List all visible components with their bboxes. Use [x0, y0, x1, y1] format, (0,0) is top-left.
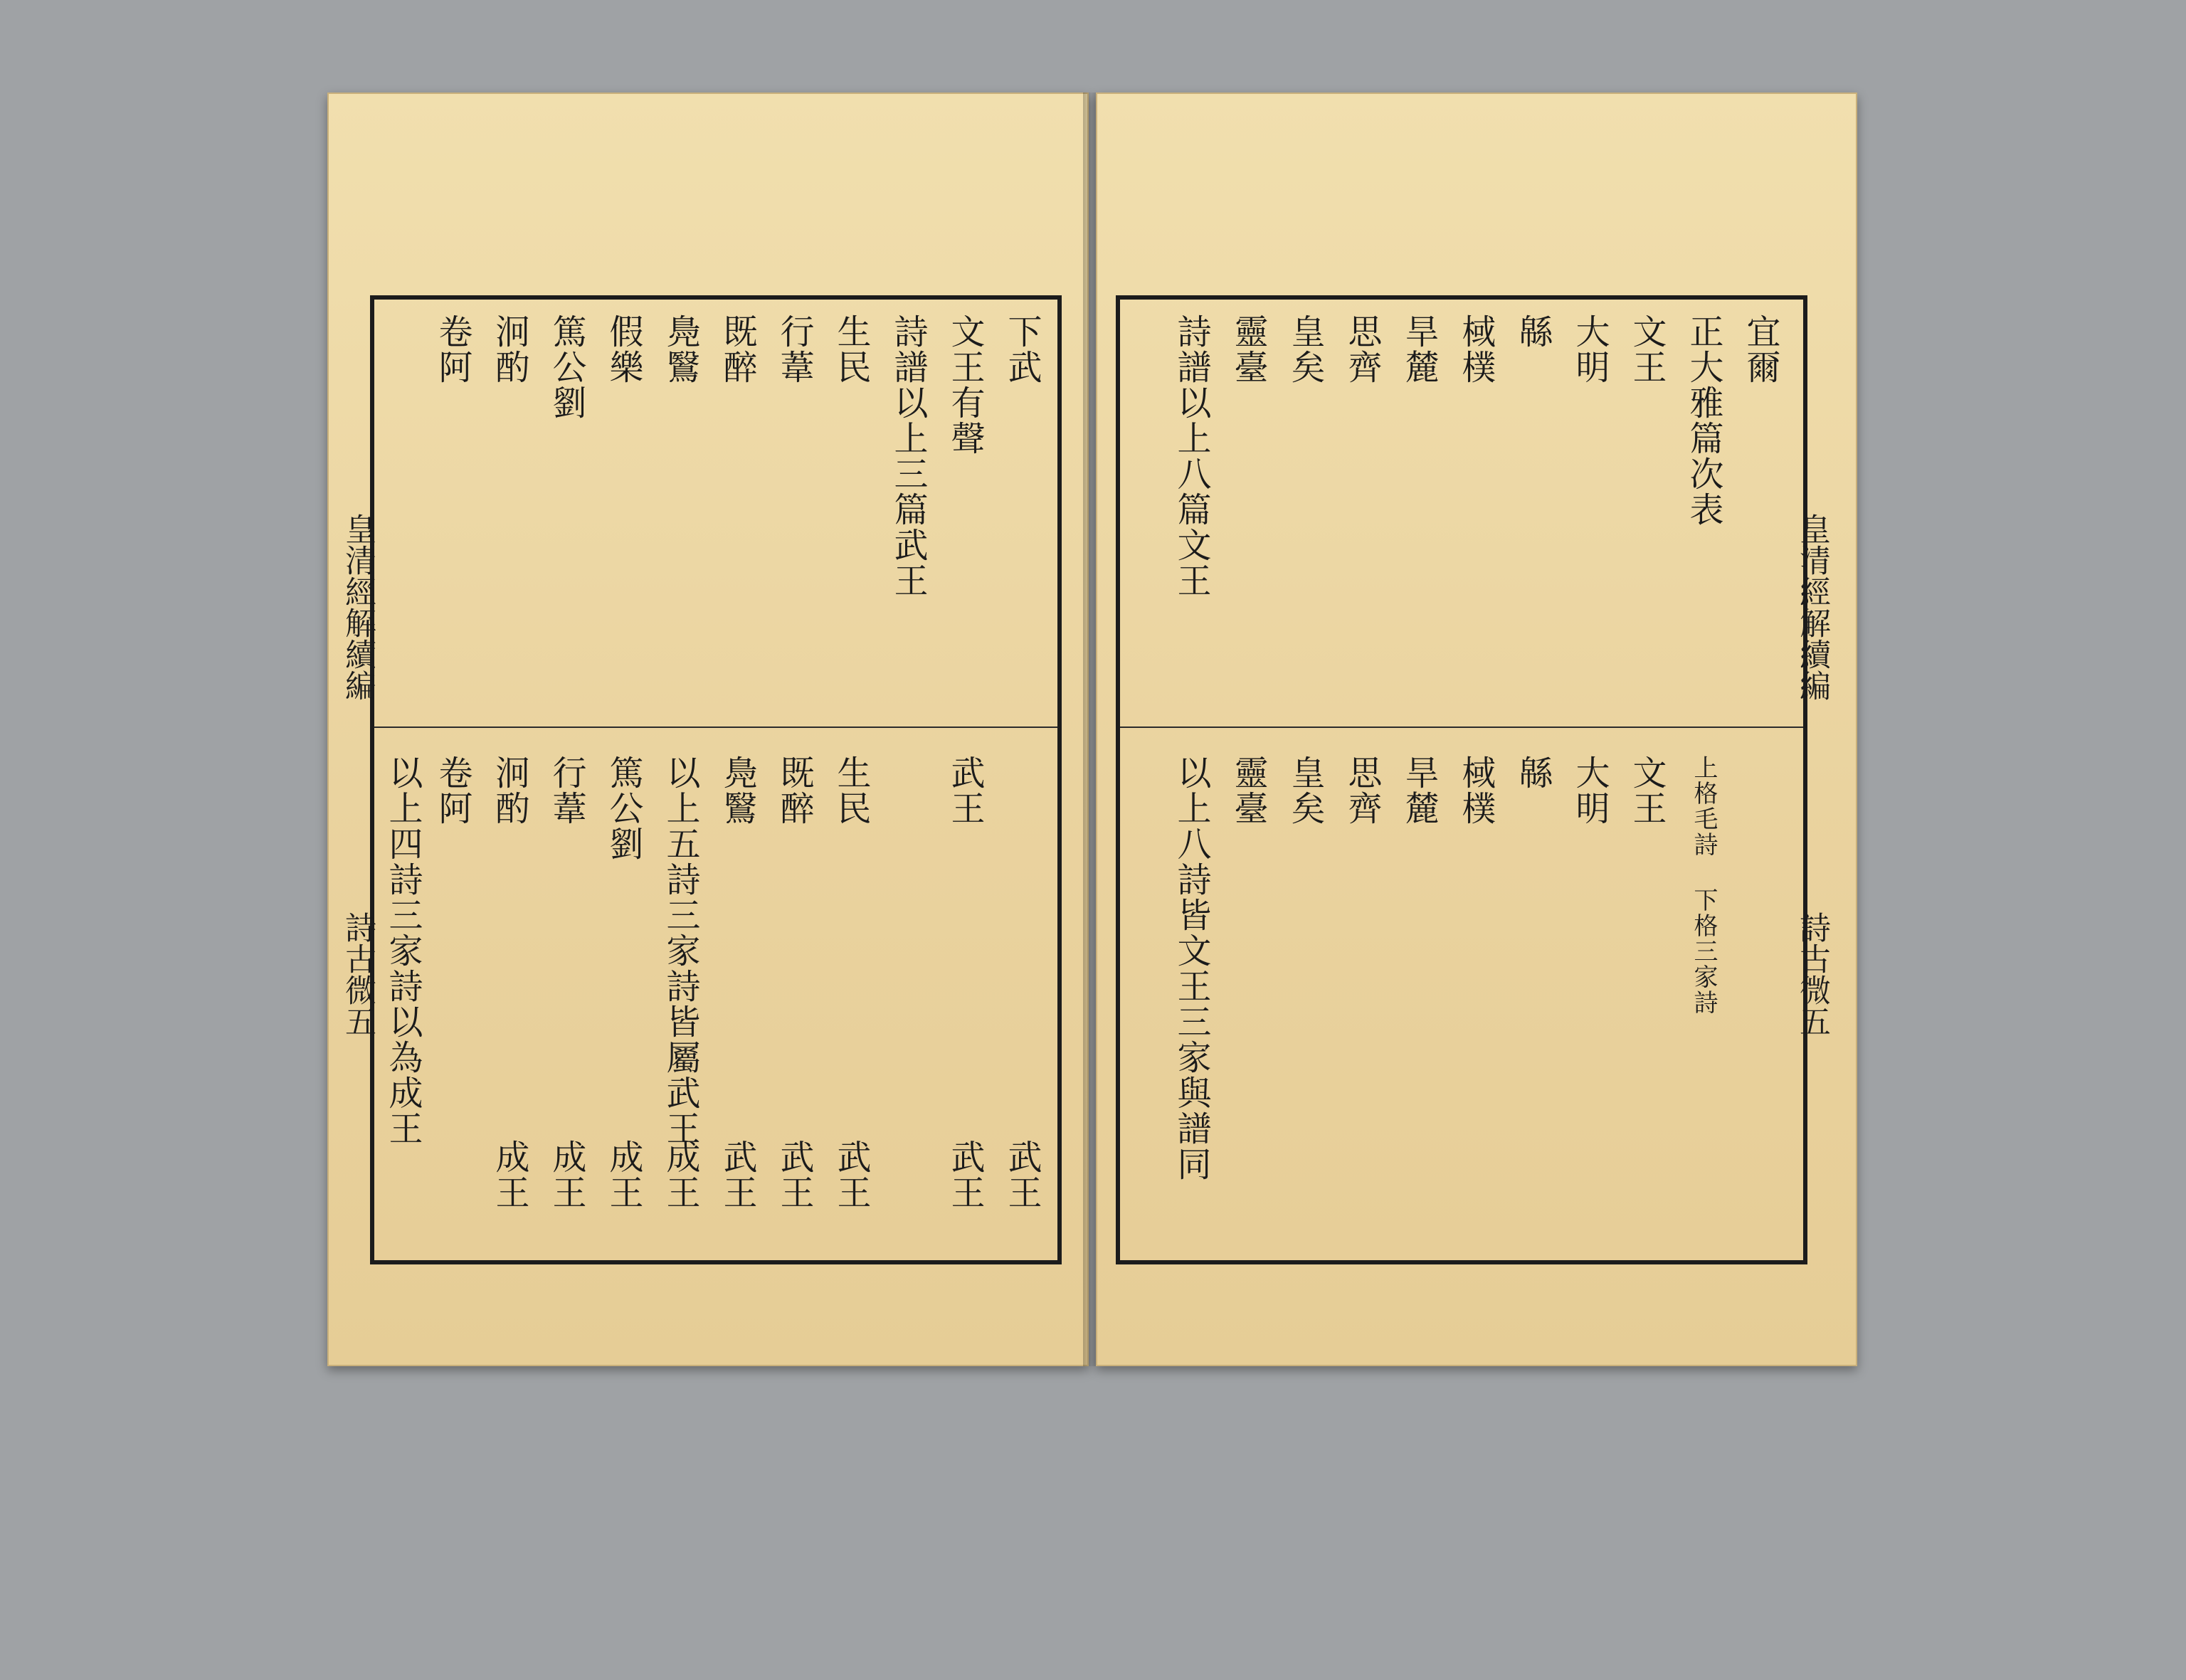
left-col-6-bottom: 鳧鷖 [717, 755, 757, 826]
left-bottom-label: 武王 [1002, 1139, 1042, 1210]
left-frame [339, 295, 1062, 1264]
left-col-7-bottom: 以上五詩三家詩皆屬武王 [660, 755, 700, 1146]
left-col-2-bottom: 武王 [945, 755, 985, 826]
left-col-2-top: 文王有聲 [945, 314, 985, 456]
right-col-6-bottom: 棫樸 [1456, 755, 1496, 826]
left-margin-title: 皇清經解續編 [339, 513, 376, 701]
right-col-4-bottom: 大明 [1570, 755, 1610, 826]
left-bottom-label: 武王 [831, 1139, 871, 1210]
open-book [327, 93, 1857, 1373]
left-col-1-top: 下武 [1002, 314, 1042, 385]
left-bottom-label: 武王 [717, 1139, 757, 1210]
right-frame [1116, 295, 1830, 1264]
left-col-5-bottom: 既醉 [774, 755, 814, 826]
left-col-9-top: 篤公劉 [546, 314, 586, 421]
right-col-5-top: 緜 [1513, 314, 1553, 349]
right-page [1096, 93, 1857, 1366]
left-col-12-bottom: 以上四詩三家詩以為成王 [383, 755, 423, 1146]
right-col-5-bottom: 緜 [1513, 755, 1553, 791]
right-col-10-top: 靈臺 [1228, 314, 1268, 385]
left-col-9-bottom: 行葦 [546, 755, 586, 826]
left-col-4-bottom: 生民 [831, 755, 871, 826]
left-col-10-top: 泂酌 [490, 314, 529, 385]
left-margin-section: 詩古微五 [339, 912, 376, 1037]
left-bottom-label: 成王 [603, 1139, 643, 1210]
left-col-7-top: 鳧鷖 [660, 314, 700, 385]
right-col-11-top: 詩譜以上八篇文王 [1171, 314, 1211, 598]
left-bottom-label: 成王 [490, 1139, 529, 1210]
right-col-3-top: 文王 [1627, 314, 1667, 385]
left-bottom-label: 武王 [945, 1139, 985, 1210]
right-col-6-top: 棫樸 [1456, 314, 1496, 385]
left-col-11-top: 卷阿 [433, 314, 472, 385]
left-col-10-bottom: 泂酌 [490, 755, 529, 826]
right-col-7-bottom: 旱麓 [1399, 755, 1439, 826]
left-bottom-label: 成王 [546, 1139, 586, 1210]
left-bottom-label: 武王 [774, 1139, 814, 1210]
right-col-3-bottom: 文王 [1627, 755, 1667, 826]
right-col-9-top: 皇矣 [1285, 314, 1325, 385]
right-col-11-bottom: 以上八詩皆文王三家與譜同 [1171, 755, 1211, 1182]
right-col-9-bottom: 皇矣 [1285, 755, 1325, 826]
left-col-4-top: 生民 [831, 314, 871, 385]
right-margin-section: 詩古微五 [1794, 912, 1830, 1037]
left-bottom-label: 成王 [660, 1139, 700, 1210]
right-col-8-bottom: 思齊 [1342, 755, 1382, 826]
right-margin-title: 皇清經解續編 [1794, 513, 1830, 701]
left-col-8-top: 假樂 [603, 314, 643, 385]
left-col-3-top: 詩譜以上三篇武王 [888, 314, 928, 598]
right-col-1-top: 宜爾 [1741, 314, 1780, 385]
right-col-4-top: 大明 [1570, 314, 1610, 385]
right-col-10-bottom: 靈臺 [1228, 755, 1268, 826]
right-col-2-top: 正大雅篇次表 [1684, 314, 1723, 527]
right-col-2-bottom: 上格毛詩 下格三家詩 [1689, 755, 1718, 1015]
right-col-7-top: 旱麓 [1399, 314, 1439, 385]
left-col-11-bottom: 卷阿 [433, 755, 472, 826]
left-col-6-top: 既醉 [717, 314, 757, 385]
right-col-8-top: 思齊 [1342, 314, 1382, 385]
left-col-8-bottom: 篤公劉 [603, 755, 643, 862]
left-col-5-top: 行葦 [774, 314, 814, 385]
left-page [327, 93, 1089, 1366]
